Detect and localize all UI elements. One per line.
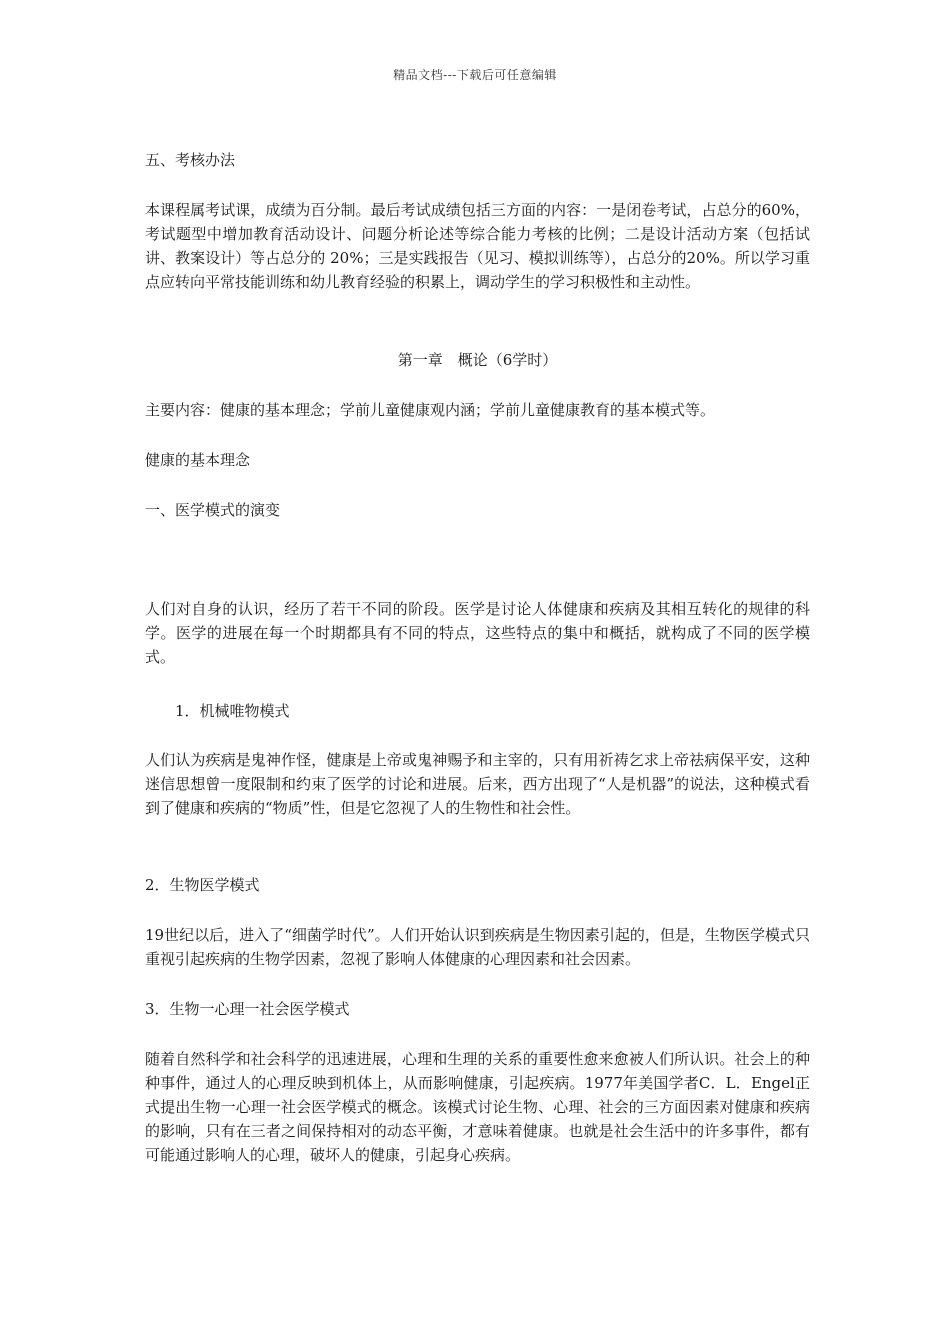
section-title-assessment: 五、考核办法	[145, 151, 236, 169]
model3-title: 3．生物一心理一社会医学模式	[145, 1000, 350, 1018]
model1-paragraph: 人们认为疾病是鬼神作怪，健康是上帝或鬼神赐予和主宰的，只有用祈祷乞求上帝祛病保平安，这种迷信思想曾一度限制和约束了医学的讨论和进展。后来，西方出现了“人是机器”的说法，这种模式看到了健康和疾病的“物质”性，但是它忽视了人的生物性和社会性。	[145, 751, 810, 817]
model2-paragraph: 19世纪以后，进入了“细菌学时代”。人们开始认识到疾病是生物因素引起的，但是，生物医学模式只重视引起疾病的生物学因素，忽视了影响人体健康的心理因素和社会因素。	[145, 926, 810, 968]
chapter-title: 第一章 概论（6学时）	[397, 351, 558, 369]
assessment-paragraph: 本课程属考试课，成绩为百分制。最后考试成绩包括三方面的内容：一是闭卷考试，占总分的60%，考试题型中增加教育活动设计、问题分析论述等综合能力考核的比例；二是设计活动方案（包括试讲、教案设计）等占总分的 20%；三是实践报告（见习、模拟训练等），占总分的20%。所以学习重点应转向平常技能训练和幼儿教育经验的积累上，调动学生的学习积极性和主动性。	[145, 201, 810, 291]
main-content-line: 主要内容：健康的基本理念；学前儿童健康观内涵；学前儿童健康教育的基本模式等。	[145, 401, 716, 419]
model3-paragraph: 随着自然科学和社会科学的迅速进展，心理和生理的关系的重要性愈来愈被人们所认识。社会上的种种事件，通过人的心理反映到机体上，从而影响健康，引起疾病。1977年美国学者C．L．Engel正式提出生物一心理一社会医学模式的概念。该模式讨论生物、心理、社会的三方面因素对健康和疾病的影响，只有在三者之间保持相对的动态平衡，才意味着健康。也就是社会生活中的许多事件，都有可能通过影响人的心理，破坏人的健康，引起身心疾病。	[145, 1050, 810, 1164]
page-header: 精品文档---下载后可任意编辑	[393, 68, 557, 82]
subheading-health-concept: 健康的基本理念	[145, 451, 251, 469]
part-title-medical-model: 一、医学模式的演变	[145, 501, 281, 519]
model2-title: 2．生物医学模式	[145, 876, 260, 894]
medical-model-intro: 人们对自身的认识，经历了若干不同的阶段。医学是讨论人体健康和疾病及其相互转化的规律的科学。医学的进展在每一个时期都具有不同的特点，这些特点的集中和概括，就构成了不同的医学模式。	[145, 600, 810, 666]
model1-title: 1．机械唯物模式	[175, 702, 290, 720]
